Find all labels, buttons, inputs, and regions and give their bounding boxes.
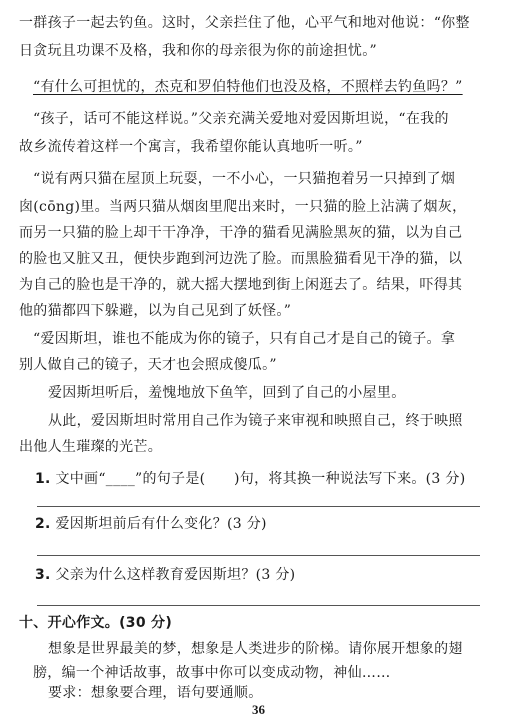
passage-line: 别人做自己的镜子，天才也会照成傻瓜。” <box>19 357 277 373</box>
requirement-line: 要求：想象要合理，语句要通顺。 <box>48 685 263 701</box>
passage-line: 出他人生璀璨的光芒。 <box>19 439 162 455</box>
answer-line[interactable] <box>37 555 480 556</box>
question-number: 1. <box>35 471 51 487</box>
answer-line[interactable] <box>37 506 480 507</box>
passage-line: “说有两只猫在屋顶上玩耍，一不小心，一只猫抱着另一只掉到了烟 <box>33 171 456 187</box>
page-number: 36 <box>252 702 265 717</box>
passage-line: 一群孩子一起去钓鱼。这时，父亲拦住了他，心平气和地对他说：“你整 <box>19 15 470 31</box>
passage-line: 故乡流传着这样一个寓言，我希望你能认真地听一听。” <box>19 139 363 155</box>
passage-line: 日贪玩且功课不及格，我和你的母亲很为你的前途担忧。” <box>19 43 377 59</box>
passage-line: 他的猫都四下躲避，以为自己见到了妖怪。” <box>19 303 292 319</box>
section-title: 十、开心作文。(30 分) <box>19 615 173 631</box>
answer-line[interactable] <box>37 605 480 606</box>
passage-line: 而另一只猫的脸上却干干净净，干净的猫看见满脸黑灰的猫，以为自己 <box>19 225 463 241</box>
passage-line: “孩子，话可不能这样说。”父亲充满关爱地对爱因斯坦说，“在我的 <box>33 111 449 127</box>
question-text: 爱因斯坦前后有什么变化？(3 分) <box>55 516 267 532</box>
passage-line: 从此，爱因斯坦时常用自己作为镜子来审视和映照自己，终于映照 <box>48 413 463 429</box>
passage-line: 爱因斯坦听后，羞愧地放下鱼竿，回到了自己的小屋里。 <box>48 385 406 401</box>
passage-line: 为自己的脸也是干净的，就大摇大摆地到街上闲逛去了。结果，吓得其 <box>19 277 463 293</box>
passage-line: 囱(cōng)里。当两只猫从烟囱里爬出来时，一只猫的脸上沾满了烟灰， <box>19 199 467 215</box>
question-text: 父亲为什么这样教育爱因斯坦？(3 分) <box>55 567 296 583</box>
question-text: 文中画“____”的句子是( )句，将其换一种说法写下来。(3 分) <box>55 471 466 487</box>
question-number: 2. <box>35 516 51 532</box>
passage-line: “爱因斯坦，谁也不能成为你的镜子，只有自己才是自己的镜子。拿 <box>33 331 456 347</box>
passage-line: 的脸也又脏又丑，便快步跑到河边洗了脸。而黑脸猫看见干净的猫，以 <box>19 251 463 267</box>
underlined-sentence: “有什么可担忧的，杰克和罗伯特他们也没及格，不照样去钓鱼吗？” <box>33 79 463 95</box>
question-number: 3. <box>35 567 51 583</box>
prompt-line: 膀，编一个神话故事，故事中你可以变成动物，神仙…… <box>33 665 391 681</box>
prompt-line: 想象是世界最美的梦，想象是人类进步的阶梯。请你展开想象的翅 <box>48 641 463 657</box>
